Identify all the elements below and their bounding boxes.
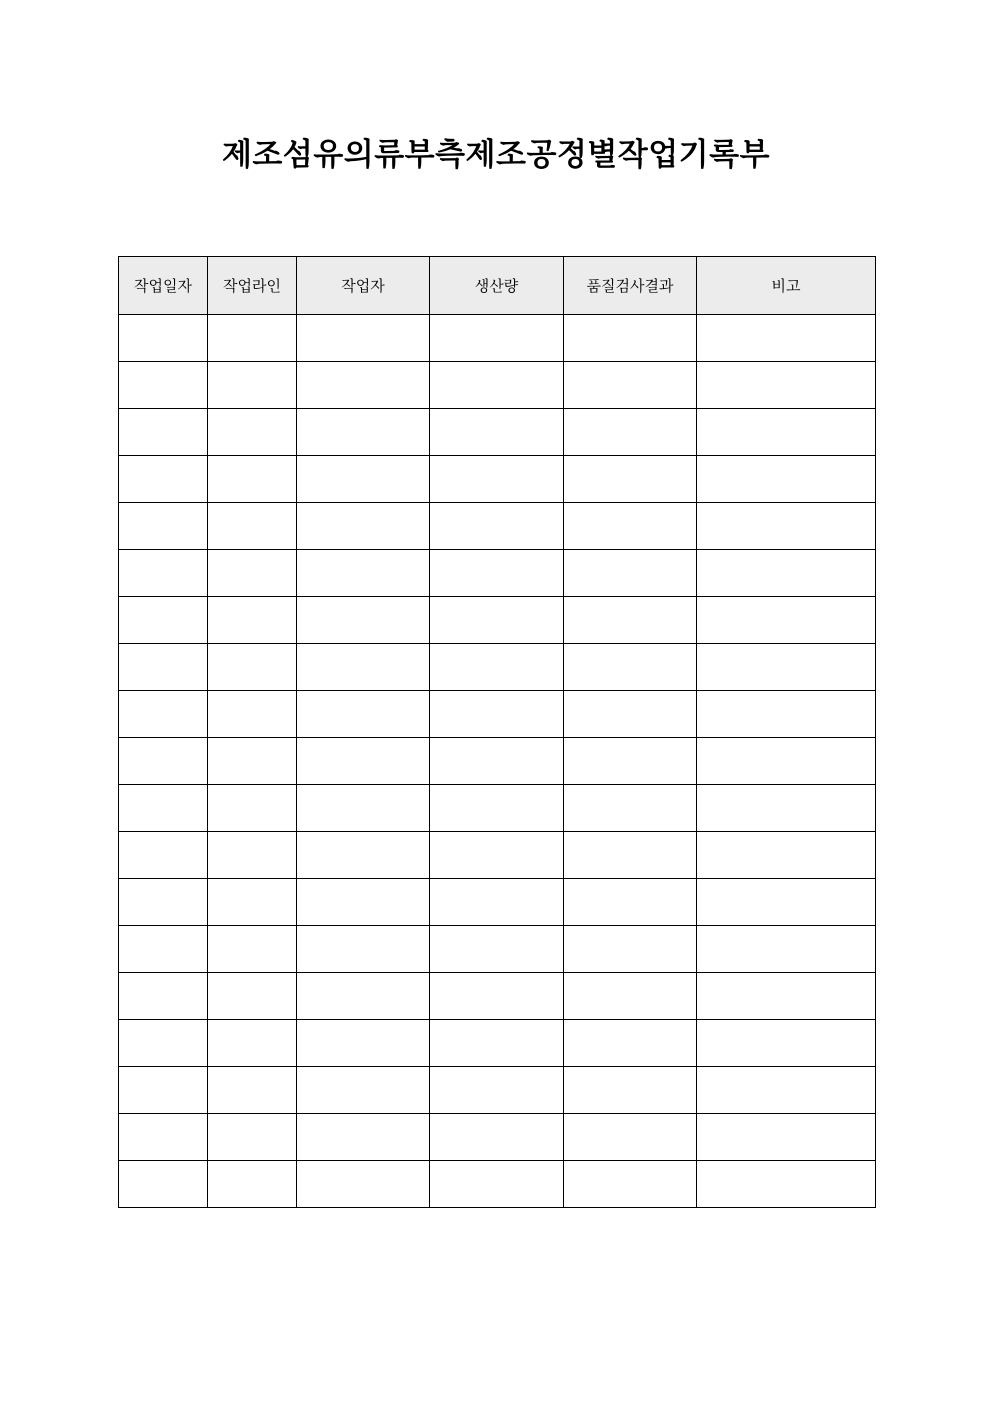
work-line-cell[interactable] xyxy=(208,879,297,926)
work-line-cell[interactable] xyxy=(208,597,297,644)
worker-cell[interactable] xyxy=(297,785,430,832)
worker-cell[interactable] xyxy=(297,738,430,785)
output-cell[interactable] xyxy=(430,1161,564,1208)
work-line-cell[interactable] xyxy=(208,1067,297,1114)
quality-result-cell[interactable] xyxy=(564,1067,697,1114)
work-line-cell[interactable] xyxy=(208,738,297,785)
quality-result-cell[interactable] xyxy=(564,1161,697,1208)
work-date-cell[interactable] xyxy=(119,1161,208,1208)
work-date-cell[interactable] xyxy=(119,785,208,832)
remarks-cell[interactable] xyxy=(697,1114,876,1161)
worker-cell[interactable] xyxy=(297,550,430,597)
table-row xyxy=(119,409,876,456)
table-row xyxy=(119,550,876,597)
quality-result-cell[interactable] xyxy=(564,738,697,785)
work-date-cell[interactable] xyxy=(119,1067,208,1114)
work-date-cell[interactable] xyxy=(119,456,208,503)
remarks-cell[interactable] xyxy=(697,1161,876,1208)
remarks-cell[interactable] xyxy=(697,785,876,832)
table-row xyxy=(119,362,876,409)
quality-result-cell[interactable] xyxy=(564,973,697,1020)
output-cell[interactable] xyxy=(430,644,564,691)
output-cell[interactable] xyxy=(430,315,564,362)
work-date-cell[interactable] xyxy=(119,597,208,644)
work-line-cell[interactable] xyxy=(208,691,297,738)
worker-cell[interactable] xyxy=(297,409,430,456)
work-date-cell[interactable] xyxy=(119,738,208,785)
output-cell[interactable] xyxy=(430,691,564,738)
worker-cell[interactable] xyxy=(297,362,430,409)
work-line-cell[interactable] xyxy=(208,832,297,879)
quality-result-cell[interactable] xyxy=(564,879,697,926)
work-line-cell[interactable] xyxy=(208,409,297,456)
work-date-cell[interactable] xyxy=(119,1020,208,1067)
work-date-cell[interactable] xyxy=(119,550,208,597)
quality-result-cell[interactable] xyxy=(564,785,697,832)
table-row xyxy=(119,1067,876,1114)
work-line-cell[interactable] xyxy=(208,550,297,597)
remarks-cell[interactable] xyxy=(697,550,876,597)
table-row xyxy=(119,1114,876,1161)
work-line-cell[interactable] xyxy=(208,1114,297,1161)
table-body xyxy=(119,315,876,1208)
output-cell[interactable] xyxy=(430,973,564,1020)
table-row xyxy=(119,644,876,691)
work-date-cell[interactable] xyxy=(119,1114,208,1161)
work-line-cell[interactable] xyxy=(208,362,297,409)
column-header-remarks: 비고 xyxy=(697,257,876,315)
table-row xyxy=(119,973,876,1020)
remarks-cell[interactable] xyxy=(697,973,876,1020)
worker-cell[interactable] xyxy=(297,1067,430,1114)
table-row xyxy=(119,1161,876,1208)
worker-cell[interactable] xyxy=(297,597,430,644)
work-date-cell[interactable] xyxy=(119,644,208,691)
document-title: 제조섬유의류부측제조공정별작업기록부 xyxy=(221,137,771,173)
table-row xyxy=(119,832,876,879)
worker-cell[interactable] xyxy=(297,456,430,503)
column-header-work-date: 작업일자 xyxy=(119,257,208,315)
work-date-cell[interactable] xyxy=(119,973,208,1020)
remarks-cell[interactable] xyxy=(697,879,876,926)
column-header-quality-result: 품질검사결과 xyxy=(564,257,697,315)
remarks-cell[interactable] xyxy=(697,409,876,456)
output-cell[interactable] xyxy=(430,597,564,644)
remarks-cell[interactable] xyxy=(697,362,876,409)
worker-cell[interactable] xyxy=(297,315,430,362)
work-date-cell[interactable] xyxy=(119,832,208,879)
output-cell[interactable] xyxy=(430,1067,564,1114)
remarks-cell[interactable] xyxy=(697,691,876,738)
work-line-cell[interactable] xyxy=(208,456,297,503)
quality-result-cell[interactable] xyxy=(564,456,697,503)
table-row xyxy=(119,315,876,362)
remarks-cell[interactable] xyxy=(697,644,876,691)
worker-cell[interactable] xyxy=(297,1161,430,1208)
column-header-worker: 작업자 xyxy=(297,257,430,315)
work-date-cell[interactable] xyxy=(119,879,208,926)
remarks-cell[interactable] xyxy=(697,738,876,785)
table-row xyxy=(119,785,876,832)
quality-result-cell[interactable] xyxy=(564,550,697,597)
worker-cell[interactable] xyxy=(297,503,430,550)
work-date-cell[interactable] xyxy=(119,362,208,409)
output-cell[interactable] xyxy=(430,738,564,785)
worker-cell[interactable] xyxy=(297,832,430,879)
table-header-row xyxy=(119,257,876,315)
output-cell[interactable] xyxy=(430,503,564,550)
quality-result-cell[interactable] xyxy=(564,691,697,738)
quality-result-cell[interactable] xyxy=(564,597,697,644)
remarks-cell[interactable] xyxy=(697,1067,876,1114)
table-row xyxy=(119,879,876,926)
work-line-cell[interactable] xyxy=(208,973,297,1020)
worker-cell[interactable] xyxy=(297,691,430,738)
work-line-cell[interactable] xyxy=(208,503,297,550)
table-row xyxy=(119,597,876,644)
worker-cell[interactable] xyxy=(297,1114,430,1161)
output-cell[interactable] xyxy=(430,785,564,832)
work-line-cell[interactable] xyxy=(208,644,297,691)
table-row xyxy=(119,926,876,973)
quality-result-cell[interactable] xyxy=(564,409,697,456)
work-record-table xyxy=(118,256,876,1208)
output-cell[interactable] xyxy=(430,409,564,456)
quality-result-cell[interactable] xyxy=(564,1114,697,1161)
table-row xyxy=(119,503,876,550)
output-cell[interactable] xyxy=(430,879,564,926)
output-cell[interactable] xyxy=(430,362,564,409)
work-line-cell[interactable] xyxy=(208,315,297,362)
remarks-cell[interactable] xyxy=(697,926,876,973)
table-row xyxy=(119,738,876,785)
remarks-cell[interactable] xyxy=(697,597,876,644)
quality-result-cell[interactable] xyxy=(564,503,697,550)
table-row xyxy=(119,456,876,503)
work-line-cell[interactable] xyxy=(208,1161,297,1208)
output-cell[interactable] xyxy=(430,456,564,503)
quality-result-cell[interactable] xyxy=(564,315,697,362)
work-date-cell[interactable] xyxy=(119,315,208,362)
table-row xyxy=(119,1020,876,1067)
remarks-cell[interactable] xyxy=(697,503,876,550)
quality-result-cell[interactable] xyxy=(564,832,697,879)
worker-cell[interactable] xyxy=(297,973,430,1020)
work-date-cell[interactable] xyxy=(119,926,208,973)
output-cell[interactable] xyxy=(430,832,564,879)
work-date-cell[interactable] xyxy=(119,691,208,738)
column-header-work-line: 작업라인 xyxy=(208,257,297,315)
quality-result-cell[interactable] xyxy=(564,926,697,973)
work-line-cell[interactable] xyxy=(208,785,297,832)
output-cell[interactable] xyxy=(430,1114,564,1161)
worker-cell[interactable] xyxy=(297,644,430,691)
worker-cell[interactable] xyxy=(297,879,430,926)
column-header-output: 생산량 xyxy=(430,257,564,315)
quality-result-cell[interactable] xyxy=(564,644,697,691)
remarks-cell[interactable] xyxy=(697,1020,876,1067)
output-cell[interactable] xyxy=(430,1020,564,1067)
work-line-cell[interactable] xyxy=(208,926,297,973)
work-date-cell[interactable] xyxy=(119,409,208,456)
work-date-cell[interactable] xyxy=(119,503,208,550)
remarks-cell[interactable] xyxy=(697,315,876,362)
output-cell[interactable] xyxy=(430,926,564,973)
work-line-cell[interactable] xyxy=(208,1020,297,1067)
worker-cell[interactable] xyxy=(297,1020,430,1067)
remarks-cell[interactable] xyxy=(697,832,876,879)
quality-result-cell[interactable] xyxy=(564,1020,697,1067)
table-row xyxy=(119,691,876,738)
quality-result-cell[interactable] xyxy=(564,362,697,409)
output-cell[interactable] xyxy=(430,550,564,597)
remarks-cell[interactable] xyxy=(697,456,876,503)
worker-cell[interactable] xyxy=(297,926,430,973)
